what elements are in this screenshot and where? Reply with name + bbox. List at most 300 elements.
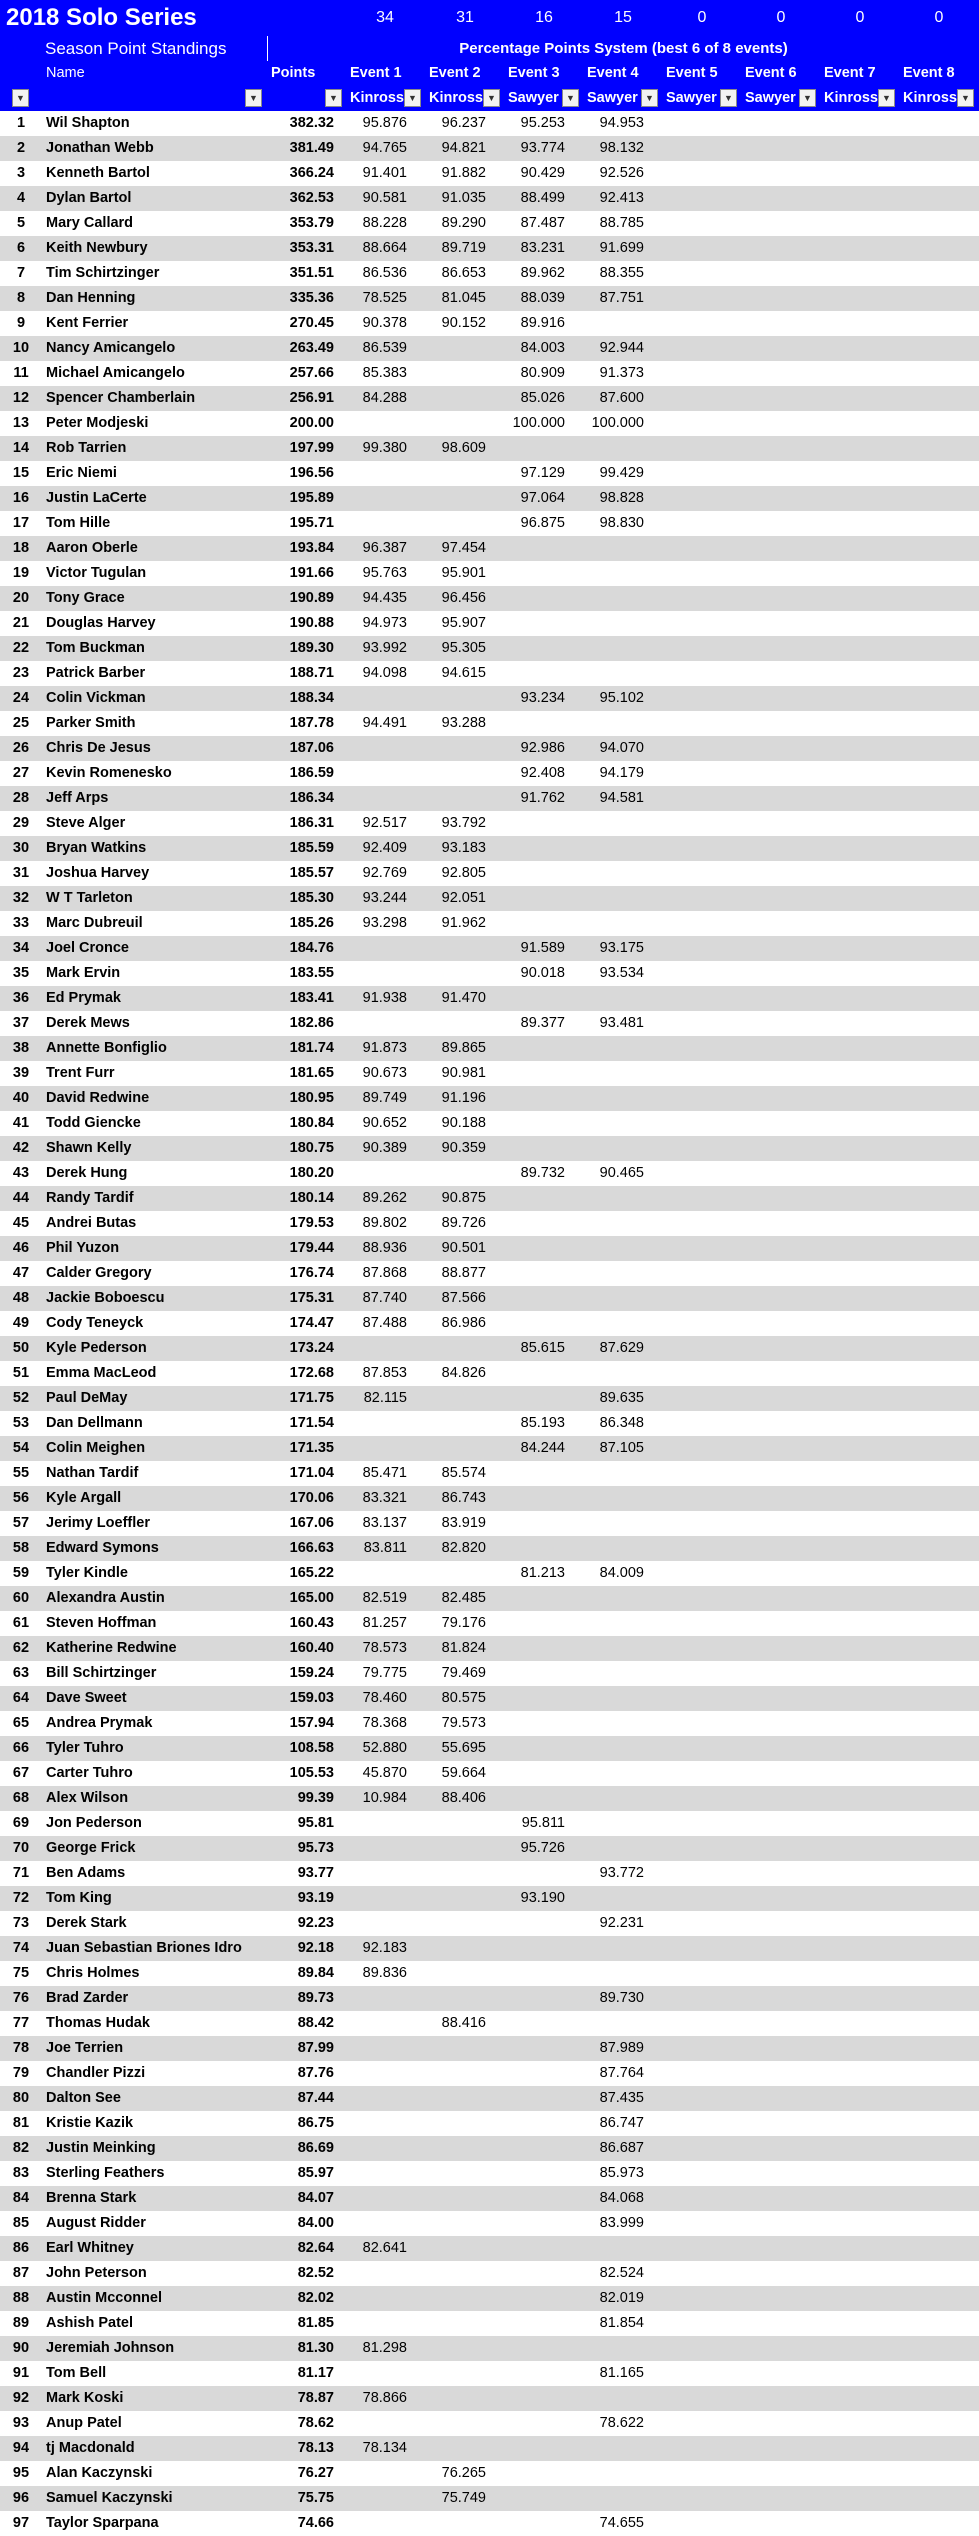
name-cell[interactable]: Chandler Pizzi	[46, 2065, 146, 2081]
event-1-cell[interactable]: 85.471	[362, 1465, 407, 1481]
points-cell[interactable]: 87.99	[297, 2040, 334, 2056]
points-filter-dropdown-icon[interactable]: ▼	[325, 89, 342, 107]
event-1-cell[interactable]: 87.488	[362, 1315, 407, 1331]
table-row[interactable]	[0, 236, 979, 261]
table-row[interactable]	[0, 2086, 979, 2111]
table-row[interactable]	[0, 261, 979, 286]
points-cell[interactable]: 200.00	[289, 415, 334, 431]
points-cell[interactable]: 171.75	[289, 1390, 334, 1406]
event-2-cell[interactable]: 84.826	[441, 1365, 486, 1381]
table-row[interactable]	[0, 2211, 979, 2236]
name-cell[interactable]: Nathan Tardif	[46, 1465, 139, 1481]
event-3-cell[interactable]: 88.499	[520, 190, 565, 206]
points-cell[interactable]: 159.03	[289, 1690, 334, 1706]
rank-cell[interactable]: 16	[12, 490, 30, 506]
rank-cell[interactable]: 64	[12, 1690, 30, 1706]
rank-cell[interactable]: 22	[12, 640, 30, 656]
rank-cell[interactable]: 25	[12, 715, 30, 731]
event-4-cell[interactable]: 94.070	[599, 740, 644, 756]
table-row[interactable]	[0, 1561, 979, 1586]
name-cell[interactable]: Keith Newbury	[46, 240, 148, 256]
table-row[interactable]	[0, 1261, 979, 1286]
event-2-cell[interactable]: 98.609	[441, 440, 486, 456]
rank-cell[interactable]: 79	[12, 2065, 30, 2081]
event-2-cell[interactable]: 89.290	[441, 215, 486, 231]
table-row[interactable]	[0, 486, 979, 511]
name-cell[interactable]: Ben Adams	[46, 1865, 126, 1881]
event-2-cell[interactable]: 90.152	[441, 315, 486, 331]
event-2-cell[interactable]: 88.406	[441, 1790, 486, 1806]
event-1-cell[interactable]: 83.321	[362, 1490, 407, 1506]
event-2-cell[interactable]: 92.805	[441, 865, 486, 881]
rank-cell[interactable]: 90	[12, 2340, 30, 2356]
event-3-cell[interactable]: 85.615	[520, 1340, 565, 1356]
name-cell[interactable]: Chris Holmes	[46, 1965, 140, 1981]
table-row[interactable]	[0, 1061, 979, 1086]
table-row[interactable]	[0, 1686, 979, 1711]
name-cell[interactable]: Tim Schirtzinger	[46, 265, 160, 281]
table-row[interactable]	[0, 611, 979, 636]
event-3-cell[interactable]: 84.244	[520, 1440, 565, 1456]
name-cell[interactable]: Kent Ferrier	[46, 315, 129, 331]
table-row[interactable]	[0, 1136, 979, 1161]
event-4-cell[interactable]: 93.175	[599, 940, 644, 956]
table-row[interactable]	[0, 1111, 979, 1136]
table-row[interactable]	[0, 2261, 979, 2286]
name-cell[interactable]: Dalton See	[46, 2090, 121, 2106]
event-1-cell[interactable]: 45.870	[362, 1765, 407, 1781]
event-1-cell[interactable]: 90.378	[362, 315, 407, 331]
table-row[interactable]	[0, 2186, 979, 2211]
table-row[interactable]	[0, 411, 979, 436]
event-1-cell[interactable]: 94.435	[362, 590, 407, 606]
table-row[interactable]	[0, 736, 979, 761]
event-1-cell[interactable]: 79.775	[362, 1665, 407, 1681]
table-row[interactable]	[0, 1736, 979, 1761]
event-4-cell[interactable]: 86.348	[599, 1415, 644, 1431]
table-row[interactable]	[0, 636, 979, 661]
rank-cell[interactable]: 89	[12, 2315, 30, 2331]
event-1-cell[interactable]: 93.244	[362, 890, 407, 906]
points-cell[interactable]: 185.30	[289, 890, 334, 906]
event-1-cell[interactable]: 90.389	[362, 1140, 407, 1156]
event-4-cell[interactable]: 87.751	[599, 290, 644, 306]
points-cell[interactable]: 157.94	[289, 1715, 334, 1731]
event-4-cell[interactable]: 87.435	[599, 2090, 644, 2106]
table-row[interactable]	[0, 1636, 979, 1661]
name-cell[interactable]: Anup Patel	[46, 2415, 122, 2431]
table-row[interactable]	[0, 661, 979, 686]
event-1-cell[interactable]: 88.936	[362, 1240, 407, 1256]
points-cell[interactable]: 186.31	[289, 815, 334, 831]
event-2-cell[interactable]: 96.456	[441, 590, 486, 606]
rank-cell[interactable]: 23	[12, 665, 30, 681]
event-8-filter-dropdown-icon[interactable]: ▼	[957, 89, 974, 107]
event-2-cell[interactable]: 92.051	[441, 890, 486, 906]
event-1-cell[interactable]: 88.228	[362, 215, 407, 231]
event-2-cell[interactable]: 96.237	[441, 115, 486, 131]
event-4-cell[interactable]: 85.973	[599, 2165, 644, 2181]
points-cell[interactable]: 81.30	[297, 2340, 334, 2356]
event-4-cell[interactable]: 81.165	[599, 2365, 644, 2381]
event-2-cell[interactable]: 90.359	[441, 1140, 486, 1156]
event-1-cell[interactable]: 96.387	[362, 540, 407, 556]
event-2-cell[interactable]: 91.035	[441, 190, 486, 206]
table-row[interactable]	[0, 1186, 979, 1211]
event-2-cell[interactable]: 90.981	[441, 1065, 486, 1081]
event-1-cell[interactable]: 92.183	[362, 1940, 407, 1956]
event-3-cell[interactable]: 85.193	[520, 1415, 565, 1431]
table-row[interactable]	[0, 136, 979, 161]
name-cell[interactable]: Dan Dellmann	[46, 1415, 143, 1431]
points-cell[interactable]: 179.44	[289, 1240, 334, 1256]
name-cell[interactable]: Marc Dubreuil	[46, 915, 143, 931]
rank-cell[interactable]: 2	[16, 140, 26, 156]
event-1-cell[interactable]: 94.765	[362, 140, 407, 156]
rank-cell[interactable]: 55	[12, 1465, 30, 1481]
rank-filter-dropdown-icon[interactable]: ▼	[12, 89, 29, 107]
event-1-cell[interactable]: 91.873	[362, 1040, 407, 1056]
event-1-cell[interactable]: 78.134	[362, 2440, 407, 2456]
name-cell[interactable]: Todd Giencke	[46, 1115, 141, 1131]
event-4-cell[interactable]: 98.830	[599, 515, 644, 531]
name-cell[interactable]: Chris De Jesus	[46, 740, 151, 756]
name-cell[interactable]: Dylan Bartol	[46, 190, 132, 206]
points-cell[interactable]: 180.84	[289, 1115, 334, 1131]
event-1-cell[interactable]: 95.763	[362, 565, 407, 581]
points-cell[interactable]: 190.89	[289, 590, 334, 606]
event-4-cell[interactable]: 99.429	[599, 465, 644, 481]
rank-cell[interactable]: 7	[16, 265, 26, 281]
event-4-cell[interactable]: 83.999	[599, 2215, 644, 2231]
event-2-cell[interactable]: 88.416	[441, 2015, 486, 2031]
event-2-cell[interactable]: 90.501	[441, 1240, 486, 1256]
table-row[interactable]	[0, 2486, 979, 2511]
event-2-cell[interactable]: 81.824	[441, 1640, 486, 1656]
event-2-cell[interactable]: 95.907	[441, 615, 486, 631]
points-cell[interactable]: 185.59	[289, 840, 334, 856]
rank-cell[interactable]: 97	[12, 2515, 30, 2531]
table-row[interactable]	[0, 2111, 979, 2136]
event-3-cell[interactable]: 97.064	[520, 490, 565, 506]
table-row[interactable]	[0, 936, 979, 961]
name-cell[interactable]: Emma MacLeod	[46, 1365, 157, 1381]
event-4-cell[interactable]: 93.534	[599, 965, 644, 981]
name-cell[interactable]: Carter Tuhro	[46, 1765, 133, 1781]
event-1-cell[interactable]: 78.525	[362, 290, 407, 306]
rank-cell[interactable]: 30	[12, 840, 30, 856]
rank-cell[interactable]: 91	[12, 2365, 30, 2381]
event-6-filter-dropdown-icon[interactable]: ▼	[799, 89, 816, 107]
points-cell[interactable]: 176.74	[289, 1265, 334, 1281]
table-row[interactable]	[0, 2236, 979, 2261]
rank-cell[interactable]: 1	[16, 115, 26, 131]
event-3-cell[interactable]: 90.018	[520, 965, 565, 981]
name-cell[interactable]: Bill Schirtzinger	[46, 1665, 157, 1681]
event-3-cell[interactable]: 89.962	[520, 265, 565, 281]
rank-cell[interactable]: 76	[12, 1990, 30, 2006]
rank-cell[interactable]: 19	[12, 565, 30, 581]
event-2-cell[interactable]: 93.792	[441, 815, 486, 831]
event-4-cell[interactable]: 93.772	[599, 1865, 644, 1881]
event-1-cell[interactable]: 82.641	[362, 2240, 407, 2256]
rank-cell[interactable]: 28	[12, 790, 30, 806]
name-cell[interactable]: Parker Smith	[46, 715, 136, 731]
event-3-cell[interactable]: 81.213	[520, 1565, 565, 1581]
table-row[interactable]	[0, 1661, 979, 1686]
table-row[interactable]	[0, 361, 979, 386]
name-cell[interactable]: Tony Grace	[46, 590, 125, 606]
event-3-cell[interactable]: 89.916	[520, 315, 565, 331]
table-row[interactable]	[0, 2136, 979, 2161]
event-1-cell[interactable]: 81.257	[362, 1615, 407, 1631]
table-row[interactable]	[0, 386, 979, 411]
table-row[interactable]	[0, 986, 979, 1011]
table-row[interactable]	[0, 586, 979, 611]
event-1-cell[interactable]: 78.573	[362, 1640, 407, 1656]
table-row[interactable]	[0, 1986, 979, 2011]
points-cell[interactable]: 351.51	[289, 265, 334, 281]
points-cell[interactable]: 74.66	[297, 2515, 334, 2531]
rank-cell[interactable]: 17	[12, 515, 30, 531]
points-cell[interactable]: 263.49	[289, 340, 334, 356]
points-cell[interactable]: 196.56	[289, 465, 334, 481]
event-1-cell[interactable]: 10.984	[362, 1790, 407, 1806]
table-row[interactable]	[0, 511, 979, 536]
rank-cell[interactable]: 50	[12, 1340, 30, 1356]
points-cell[interactable]: 188.34	[289, 690, 334, 706]
rank-cell[interactable]: 37	[12, 1015, 30, 1031]
rank-cell[interactable]: 52	[12, 1390, 30, 1406]
event-3-cell[interactable]: 95.253	[520, 115, 565, 131]
name-cell[interactable]: Joshua Harvey	[46, 865, 150, 881]
name-cell[interactable]: Samuel Kaczynski	[46, 2490, 173, 2506]
rank-cell[interactable]: 49	[12, 1315, 30, 1331]
table-row[interactable]	[0, 1911, 979, 1936]
event-3-cell[interactable]: 97.129	[520, 465, 565, 481]
points-cell[interactable]: 82.64	[297, 2240, 334, 2256]
points-cell[interactable]: 257.66	[289, 365, 334, 381]
table-row[interactable]	[0, 211, 979, 236]
table-row[interactable]	[0, 2511, 979, 2536]
rank-cell[interactable]: 44	[12, 1190, 30, 1206]
event-2-cell[interactable]: 79.469	[441, 1665, 486, 1681]
name-cell[interactable]: Derek Mews	[46, 1015, 130, 1031]
event-1-cell[interactable]: 93.992	[362, 640, 407, 656]
table-row[interactable]	[0, 1811, 979, 1836]
points-cell[interactable]: 85.97	[297, 2165, 334, 2181]
name-cell[interactable]: Derek Hung	[46, 1165, 128, 1181]
points-cell[interactable]: 105.53	[289, 1765, 334, 1781]
points-cell[interactable]: 197.99	[289, 440, 334, 456]
rank-cell[interactable]: 65	[12, 1715, 30, 1731]
table-row[interactable]	[0, 861, 979, 886]
table-row[interactable]	[0, 461, 979, 486]
event-3-cell[interactable]: 91.762	[520, 790, 565, 806]
points-cell[interactable]: 78.62	[297, 2415, 334, 2431]
event-3-cell[interactable]: 92.986	[520, 740, 565, 756]
table-row[interactable]	[0, 436, 979, 461]
event-1-filter-dropdown-icon[interactable]: ▼	[404, 89, 421, 107]
points-cell[interactable]: 166.63	[289, 1540, 334, 1556]
event-4-filter-dropdown-icon[interactable]: ▼	[641, 89, 658, 107]
table-row[interactable]	[0, 886, 979, 911]
rank-cell[interactable]: 67	[12, 1765, 30, 1781]
rank-cell[interactable]: 63	[12, 1665, 30, 1681]
name-cell[interactable]: Bryan Watkins	[46, 840, 147, 856]
table-row[interactable]	[0, 311, 979, 336]
event-3-cell[interactable]: 80.909	[520, 365, 565, 381]
rank-cell[interactable]: 75	[12, 1965, 30, 1981]
event-4-cell[interactable]: 91.373	[599, 365, 644, 381]
event-2-cell[interactable]: 90.875	[441, 1190, 486, 1206]
table-row[interactable]	[0, 961, 979, 986]
rank-cell[interactable]: 96	[12, 2490, 30, 2506]
name-cell[interactable]: David Redwine	[46, 1090, 150, 1106]
rank-cell[interactable]: 69	[12, 1815, 30, 1831]
points-cell[interactable]: 366.24	[289, 165, 334, 181]
table-row[interactable]	[0, 1436, 979, 1461]
event-4-cell[interactable]: 90.465	[599, 1165, 644, 1181]
event-4-cell[interactable]: 92.231	[599, 1915, 644, 1931]
event-1-cell[interactable]: 86.539	[362, 340, 407, 356]
points-cell[interactable]: 353.31	[289, 240, 334, 256]
name-cell[interactable]: Jon Pederson	[46, 1815, 142, 1831]
rank-cell[interactable]: 94	[12, 2440, 30, 2456]
points-cell[interactable]: 180.20	[289, 1165, 334, 1181]
name-cell[interactable]: Phil Yuzon	[46, 1240, 120, 1256]
rank-cell[interactable]: 9	[16, 315, 26, 331]
name-cell[interactable]: Derek Stark	[46, 1915, 127, 1931]
name-cell[interactable]: Victor Tugulan	[46, 565, 147, 581]
points-cell[interactable]: 93.77	[297, 1865, 334, 1881]
points-cell[interactable]: 88.42	[297, 2015, 334, 2031]
table-row[interactable]	[0, 1711, 979, 1736]
event-3-cell[interactable]: 88.039	[520, 290, 565, 306]
rank-cell[interactable]: 29	[12, 815, 30, 831]
table-row[interactable]	[0, 1286, 979, 1311]
name-cell[interactable]: Jackie Boboescu	[46, 1290, 165, 1306]
table-row[interactable]	[0, 2461, 979, 2486]
rank-cell[interactable]: 35	[12, 965, 30, 981]
table-row[interactable]	[0, 1761, 979, 1786]
rank-cell[interactable]: 83	[12, 2165, 30, 2181]
rank-cell[interactable]: 5	[16, 215, 26, 231]
event-4-cell[interactable]: 82.019	[599, 2290, 644, 2306]
rank-cell[interactable]: 36	[12, 990, 30, 1006]
rank-cell[interactable]: 74	[12, 1940, 30, 1956]
points-cell[interactable]: 171.04	[289, 1465, 334, 1481]
table-row[interactable]	[0, 286, 979, 311]
name-cell[interactable]: Dan Henning	[46, 290, 136, 306]
name-cell[interactable]: Sterling Feathers	[46, 2165, 165, 2181]
name-cell[interactable]: Brad Zarder	[46, 1990, 129, 2006]
name-cell[interactable]: Nancy Amicangelo	[46, 340, 176, 356]
points-cell[interactable]: 186.34	[289, 790, 334, 806]
name-cell[interactable]: Brenna Stark	[46, 2190, 137, 2206]
event-1-cell[interactable]: 94.973	[362, 615, 407, 631]
event-4-cell[interactable]: 87.105	[599, 1440, 644, 1456]
event-2-cell[interactable]: 85.574	[441, 1465, 486, 1481]
event-1-cell[interactable]: 94.098	[362, 665, 407, 681]
event-1-cell[interactable]: 81.298	[362, 2340, 407, 2356]
event-4-cell[interactable]: 88.785	[599, 215, 644, 231]
points-cell[interactable]: 187.06	[289, 740, 334, 756]
rank-cell[interactable]: 71	[12, 1865, 30, 1881]
table-row[interactable]	[0, 1586, 979, 1611]
points-cell[interactable]: 75.75	[297, 2490, 334, 2506]
name-cell[interactable]: Jeremiah Johnson	[46, 2340, 175, 2356]
event-7-filter-dropdown-icon[interactable]: ▼	[878, 89, 895, 107]
rank-cell[interactable]: 54	[12, 1440, 30, 1456]
points-cell[interactable]: 95.81	[297, 1815, 334, 1831]
event-1-cell[interactable]: 94.491	[362, 715, 407, 731]
event-1-cell[interactable]: 88.664	[362, 240, 407, 256]
points-cell[interactable]: 84.07	[297, 2190, 334, 2206]
table-row[interactable]	[0, 2386, 979, 2411]
points-cell[interactable]: 173.24	[289, 1340, 334, 1356]
name-cell[interactable]: Kristie Kazik	[46, 2115, 134, 2131]
event-2-cell[interactable]: 90.188	[441, 1115, 486, 1131]
event-1-cell[interactable]: 87.868	[362, 1265, 407, 1281]
event-3-cell[interactable]: 87.487	[520, 215, 565, 231]
table-row[interactable]	[0, 1211, 979, 1236]
table-row[interactable]	[0, 2161, 979, 2186]
event-4-cell[interactable]: 87.629	[599, 1340, 644, 1356]
rank-cell[interactable]: 88	[12, 2290, 30, 2306]
name-cell[interactable]: Cody Teneyck	[46, 1315, 144, 1331]
points-cell[interactable]: 92.23	[297, 1915, 334, 1931]
points-cell[interactable]: 189.30	[289, 640, 334, 656]
event-4-cell[interactable]: 92.413	[599, 190, 644, 206]
points-cell[interactable]: 187.78	[289, 715, 334, 731]
event-2-cell[interactable]: 87.566	[441, 1290, 486, 1306]
rank-cell[interactable]: 73	[12, 1915, 30, 1931]
name-cell[interactable]: Kyle Argall	[46, 1490, 122, 1506]
rank-cell[interactable]: 24	[12, 690, 30, 706]
event-4-cell[interactable]: 82.524	[599, 2265, 644, 2281]
name-cell[interactable]: tj Macdonald	[46, 2440, 135, 2456]
event-2-cell[interactable]: 94.821	[441, 140, 486, 156]
name-cell[interactable]: Mark Koski	[46, 2390, 124, 2406]
table-row[interactable]	[0, 111, 979, 136]
points-cell[interactable]: 160.43	[289, 1615, 334, 1631]
points-cell[interactable]: 181.65	[289, 1065, 334, 1081]
event-3-cell[interactable]: 93.234	[520, 690, 565, 706]
rank-cell[interactable]: 18	[12, 540, 30, 556]
points-cell[interactable]: 99.39	[297, 1790, 334, 1806]
name-cell[interactable]: Jonathan Webb	[46, 140, 154, 156]
event-1-cell[interactable]: 90.581	[362, 190, 407, 206]
points-cell[interactable]: 181.74	[289, 1040, 334, 1056]
event-4-cell[interactable]: 81.854	[599, 2315, 644, 2331]
rank-cell[interactable]: 70	[12, 1840, 30, 1856]
table-row[interactable]	[0, 786, 979, 811]
name-cell[interactable]: Dave Sweet	[46, 1690, 127, 1706]
name-cell[interactable]: Peter Modjeski	[46, 415, 149, 431]
table-row[interactable]	[0, 2011, 979, 2036]
name-cell[interactable]: Ed Prymak	[46, 990, 121, 1006]
name-cell[interactable]: Mary Callard	[46, 215, 134, 231]
event-4-cell[interactable]: 94.581	[599, 790, 644, 806]
points-cell[interactable]: 191.66	[289, 565, 334, 581]
event-2-cell[interactable]: 89.865	[441, 1040, 486, 1056]
rank-cell[interactable]: 80	[12, 2090, 30, 2106]
rank-cell[interactable]: 26	[12, 740, 30, 756]
table-row[interactable]	[0, 1836, 979, 1861]
table-row[interactable]	[0, 1861, 979, 1886]
points-cell[interactable]: 84.00	[297, 2215, 334, 2231]
